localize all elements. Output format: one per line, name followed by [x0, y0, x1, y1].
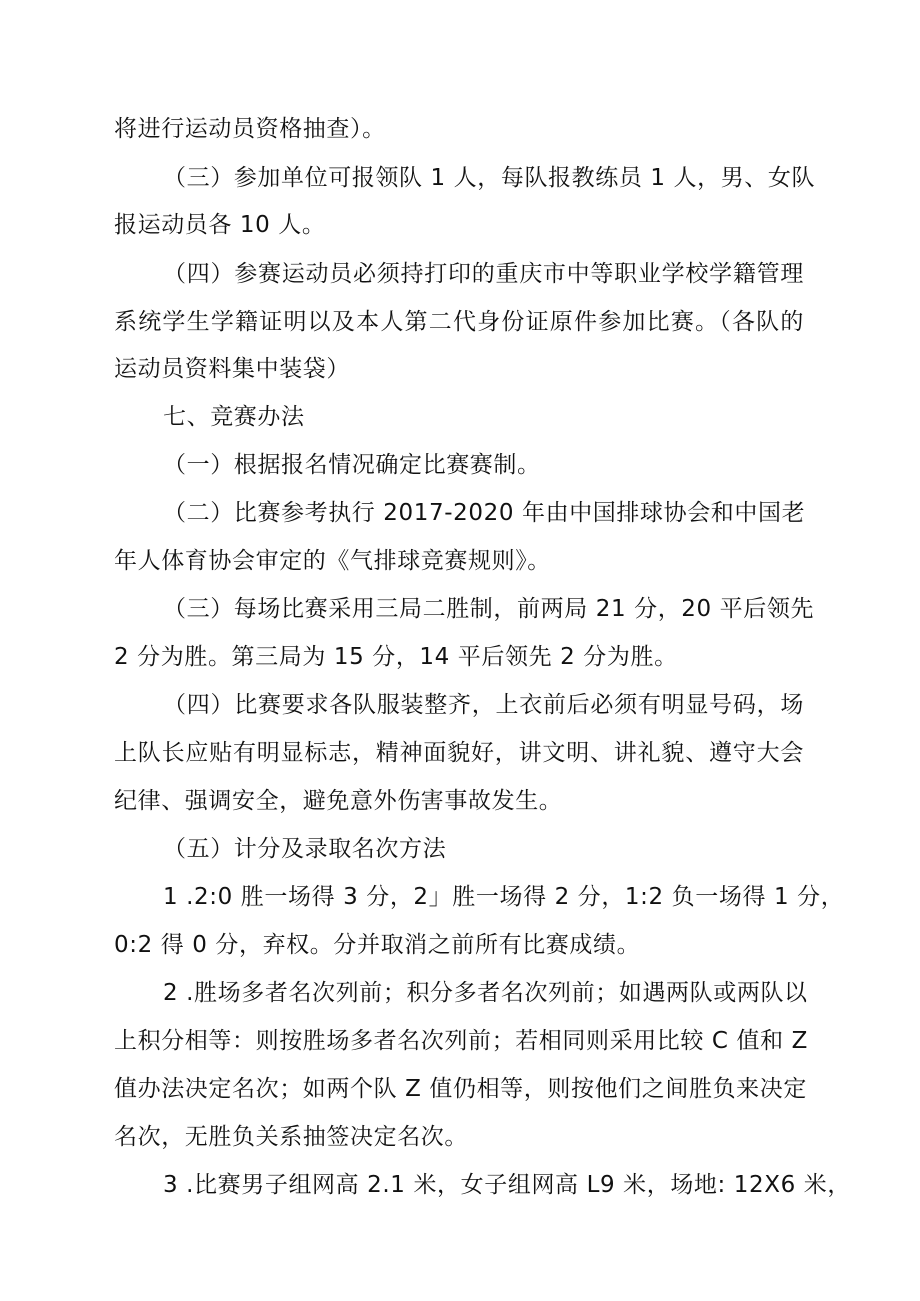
paragraph-line: 年人体育协会审定的《气排球竞赛规则》。: [114, 548, 551, 574]
paragraph-line: 报运动员各 10 人。: [114, 212, 326, 238]
paragraph-line: 3 .比赛男子组网高 2.1 米，女子组网高 L9 米，场地: 12X6 米，: [163, 1172, 851, 1198]
paragraph-line: （四）参赛运动员必须持打印的重庆市中等职业学校学籍管理: [163, 261, 804, 287]
paragraph-line: 名次，无胜负关系抽签决定名次。: [114, 1124, 468, 1150]
paragraph-line: 上积分相等：则按胜场多者名次列前；若相同则采用比较 C 值和 Z: [114, 1028, 808, 1054]
paragraph-line: 上队长应贴有明显标志，精神面貌好，讲文明、讲礼貌、遵守大会: [114, 740, 804, 766]
paragraph-line: 运动员资料集中装袋）: [114, 356, 350, 382]
paragraph-line: （一）根据报名情况确定比赛赛制。: [163, 452, 541, 478]
paragraph-line: （二）比赛参考执行 2017-2020 年由中国排球协会和中国老: [163, 500, 806, 526]
paragraph-line: 2 .胜场多者名次列前；积分多者名次列前；如遇两队或两队以: [163, 980, 808, 1006]
subsection-heading: （五）计分及录取名次方法: [163, 836, 447, 862]
paragraph-line: （四）比赛要求各队服装整齐，上衣前后必须有明显号码，场: [163, 692, 804, 718]
paragraph-line: 1 .2:0 胜一场得 3 分，2」胜一场得 2 分，1:2 负一场得 1 分，: [163, 884, 845, 910]
paragraph-line: 系统学生学籍证明以及本人第二代身份证原件参加比赛。（各队的: [114, 309, 804, 335]
paragraph-line: 将进行运动员资格抽查）。: [114, 116, 386, 142]
paragraph-line: （三）每场比赛采用三局二胜制，前两局 21 分，20 平后领先: [163, 596, 815, 622]
paragraph-line: 纪律、强调安全，避免意外伤害事故发生。: [114, 788, 563, 814]
paragraph-line: 值办法决定名次；如两个队 Z 值仍相等，则按他们之间胜负来决定: [114, 1076, 807, 1102]
paragraph-line: 2 分为胜。第三局为 15 分，14 平后领先 2 分为胜。: [114, 644, 678, 670]
paragraph-line: 0:2 得 0 分，弃权。分并取消之前所有比赛成绩。: [114, 932, 641, 958]
paragraph-line: （三）参加单位可报领队 1 人，每队报教练员 1 人，男、女队: [163, 165, 816, 191]
section-heading: 七、竞赛办法: [163, 404, 305, 430]
